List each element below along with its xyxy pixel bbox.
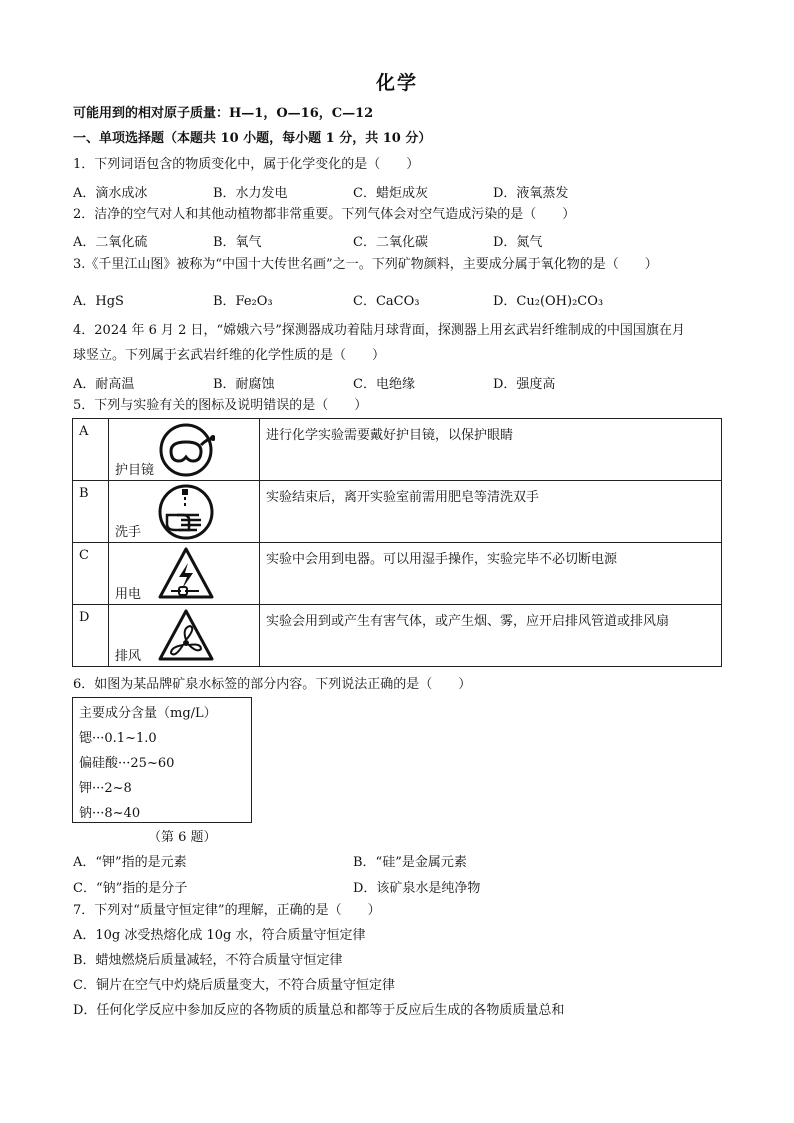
exhaust-fan-icon [157, 607, 215, 665]
question-4-stem-line2: 球竖立。下列属于玄武岩纤维的化学性质的是（ ） [73, 348, 386, 363]
row-letter: C [73, 543, 109, 605]
row-description: 实验会用到或产生有害气体，或产生烟、雾，应开启排风管道或排风扇 [260, 605, 722, 667]
option-c[interactable]: C．铜片在空气中灼烧后质量变大，不符合质量守恒定律 [73, 978, 395, 993]
question-6-stem: 6．如图为某品牌矿泉水标签的部分内容。下列说法正确的是（ ） [73, 677, 472, 692]
question-2-stem: 2．洁净的空气对人和其他动植物都非常重要。下列气体会对空气造成污染的是（ ） [73, 207, 576, 222]
table-row[interactable] [73, 543, 722, 605]
option-d[interactable]: D．氮气 [493, 235, 543, 250]
option-a[interactable]: A．二氧化硫 [73, 235, 148, 250]
question-6-options-row2 [73, 877, 733, 897]
figure-caption: （第 6 题） [148, 830, 217, 845]
icon-label: 排风 [115, 649, 142, 664]
icon-label: 洗手 [115, 525, 142, 540]
table-row[interactable] [73, 605, 722, 667]
question-1-stem: 1．下列词语包含的物质变化中，属于化学变化的是（ ） [73, 157, 420, 172]
label-item: 钾···2~8 [79, 781, 132, 796]
icon-cell [109, 543, 260, 605]
option-b[interactable]: B．水力发电 [213, 186, 288, 201]
row-description: 实验中会用到电器。可以用湿手操作，实验完毕不必切断电源 [260, 543, 722, 605]
question-6-options [73, 851, 733, 871]
hand-wash-icon [157, 483, 215, 541]
option-c[interactable]: C．CaCO₃ [353, 294, 420, 309]
option-d[interactable]: D．强度高 [493, 377, 556, 392]
section-heading: 一、单项选择题（本题共 10 小题，每小题 1 分，共 10 分） [73, 131, 432, 146]
question-7-stem: 7．下列对“质量守恒定律”的理解，正确的是（ ） [73, 903, 381, 918]
option-c[interactable]: C．蜡炬成灰 [353, 186, 428, 201]
icon-cell [109, 419, 260, 481]
label-item: 钠···8~40 [79, 806, 141, 821]
option-d[interactable]: D．Cu₂(OH)₂CO₃ [493, 294, 604, 309]
question-4-stem-line1: 4．2024 年 6 月 2 日，“嫦娥六号”探测器成功着陆月球背面，探测器上用玄武岩纤维制成的中国国旗在月 [73, 323, 685, 338]
row-letter: B [73, 481, 109, 543]
option-c[interactable]: C．“钠”指的是分子 [73, 881, 188, 896]
question-2-options [73, 231, 733, 251]
atomic-mass-note: 可能用到的相对原子质量：H—1，O—16，C—12 [73, 106, 374, 121]
question-1-options [73, 182, 733, 202]
table-row[interactable] [73, 481, 722, 543]
option-c[interactable]: C．二氧化碳 [353, 235, 428, 250]
icon-label: 用电 [115, 587, 142, 602]
icon-label: 护目镜 [115, 463, 155, 478]
row-letter: A [73, 419, 109, 481]
table-row[interactable] [73, 419, 722, 481]
mineral-water-label [72, 697, 252, 823]
label-item: 锶···0.1~1.0 [79, 731, 157, 746]
option-a[interactable]: A．滴水成冰 [73, 186, 148, 201]
row-description: 进行化学实验需要戴好护目镜，以保护眼睛 [260, 419, 722, 481]
icon-cell [109, 481, 260, 543]
option-c[interactable]: C．电绝缘 [353, 377, 415, 392]
electric-hazard-icon [157, 545, 215, 603]
option-b[interactable]: B．耐腐蚀 [213, 377, 275, 392]
option-d[interactable]: D．该矿泉水是纯净物 [353, 881, 481, 896]
question-3-options [73, 290, 733, 310]
option-a[interactable]: A．HgS [73, 294, 124, 309]
icon-cell [109, 605, 260, 667]
question-5-stem: 5．下列与实验有关的图标及说明错误的是（ ） [73, 398, 368, 413]
question-5-table [72, 418, 722, 667]
row-letter: D [73, 605, 109, 667]
option-a[interactable]: A．10g 冰受热熔化成 10g 水，符合质量守恒定律 [73, 928, 366, 943]
goggles-icon [157, 421, 215, 479]
option-a[interactable]: A．“钾”指的是元素 [73, 855, 187, 870]
option-d[interactable]: D．任何化学反应中参加反应的各物质的质量总和都等于反应后生成的各物质质量总和 [73, 1003, 565, 1018]
row-description: 实验结束后，离开实验室前需用肥皂等清洗双手 [260, 481, 722, 543]
option-a[interactable]: A．耐高温 [73, 377, 135, 392]
option-b[interactable]: B．蜡烛燃烧后质量减轻，不符合质量守恒定律 [73, 953, 343, 968]
option-b[interactable]: B．Fe₂O₃ [213, 294, 273, 309]
option-b[interactable]: B．氧气 [213, 235, 262, 250]
question-4-options [73, 373, 733, 393]
label-title: 主要成分含量（mg/L） [79, 706, 217, 721]
option-d[interactable]: D．液氧蒸发 [493, 186, 569, 201]
page-title: 化学 [375, 72, 418, 94]
option-b[interactable]: B．“硅”是金属元素 [353, 855, 467, 870]
label-item: 偏硅酸···25~60 [79, 756, 175, 771]
question-3-stem: 3.《千里江山图》被称为“中国十大传世名画”之一。下列矿物颜料，主要成分属于氧化物的是（ ） [73, 257, 658, 272]
